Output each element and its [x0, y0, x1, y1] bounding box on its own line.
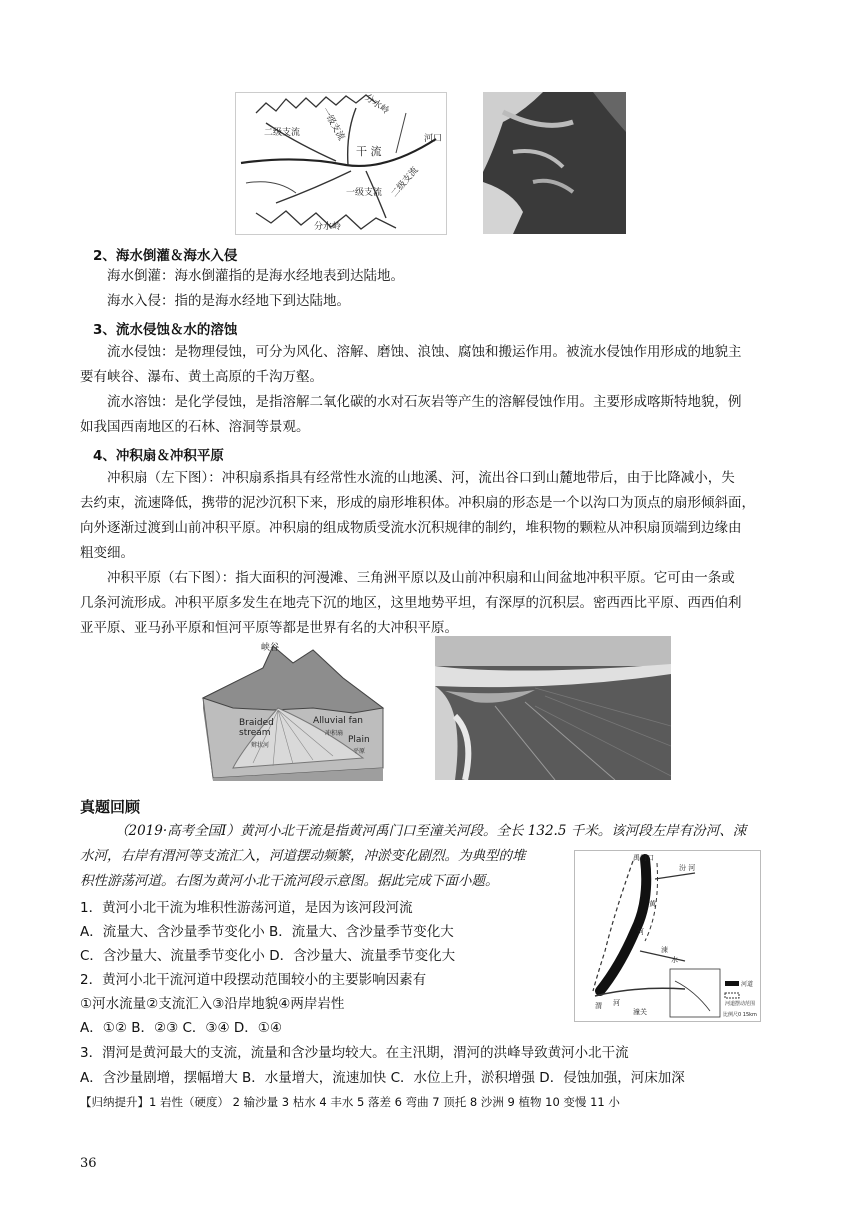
label-braided-stream: Braided stream: [239, 718, 274, 738]
paragraph-sea-intrusion: 海水入侵：指的是海水经地下到达陆地。: [107, 293, 350, 309]
map-label-yumenkou: 禹门口: [633, 854, 654, 862]
paragraph-erosion-line2: 要有峡谷、瀑布、黄土高原的千沟万壑。: [80, 369, 323, 385]
question-1-options-cd: C．含沙量大、流量季节变化小 D．含沙量大、流量季节变化大: [80, 948, 456, 964]
label-watershed-bottom: 分水岭: [314, 222, 342, 232]
paragraph-plain-line2: 几条河流形成。冲积平原多发生在地壳下沉的地区，这里地势平坦，有深厚的沉积层。密西西比平原、西西伯利: [80, 595, 742, 611]
label-plain-cn: 平原: [353, 748, 366, 755]
review-intro-line3: 积性游荡河道。右图为黄河小北干流河段示意图。据此完成下面小题。: [80, 873, 499, 889]
map-legend-river: 河道: [741, 981, 754, 988]
map-label-huang: 黄: [649, 900, 656, 908]
label-plain: Plain: [348, 735, 370, 745]
label-tributary2-top: 二级支流: [264, 128, 301, 138]
huanghe-map: [574, 850, 761, 1022]
label-alluvial-fan-cn: 冲积扇: [325, 730, 344, 737]
delta-photo-drawing: [483, 92, 626, 234]
question-2-options: A．①② B．②③ C．③④ D．①④: [80, 1020, 283, 1036]
map-label-shui: 水: [671, 956, 678, 964]
map-label-su: 涑: [661, 946, 668, 954]
map-legend-swing: 河道摆动范围: [725, 1001, 756, 1007]
question-3-options: A．含沙量剧增，摆幅增大 B．水量增大，流速加快 C．水位上升，淤积增强 D．侵蚀加强，河床加深: [80, 1070, 685, 1086]
label-mainstream: 干 流: [356, 145, 382, 158]
map-label-he2: 河: [613, 999, 620, 1007]
label-estuary: 河口: [424, 134, 443, 144]
paragraph-solution-line2: 如我国西南地区的石林、溶洞等景观。: [80, 419, 310, 435]
paragraph-erosion-line1: 流水侵蚀：是物理侵蚀，可分为风化、溶解、磨蚀、浪蚀、腐蚀和搬运作用。被流水侵蚀作用形成的地貌主: [107, 344, 742, 360]
map-label-fenhe: 汾 河: [679, 864, 696, 872]
label-braided-stream-cn: 辫状河: [251, 742, 270, 749]
alluvial-plain-photo: [435, 636, 671, 780]
alluvial-plain-photo-drawing: [435, 636, 671, 780]
paragraph-sea-backflow: 海水倒灌：海水倒灌指的是海水经地表到达陆地。: [107, 268, 404, 284]
section-heading-3: 3、流水侵蚀＆水的溶蚀: [93, 322, 238, 338]
alluvial-fan-drawing: [193, 638, 390, 781]
page-number: 36: [80, 1156, 97, 1171]
paragraph-fan-line3: 向外逐渐过渡到山前冲积平原。冲积扇的组成物质受流水沉积规律的制约，堆积物的颗粒从冲积扇顶端到边缘由: [80, 520, 742, 536]
question-2: 2．黄河小北干流河道中段摆动范围较小的主要影响因素有: [80, 972, 427, 988]
question-1: 1．黄河小北干流为堆积性游荡河道，是因为该河段河流: [80, 900, 413, 916]
section-heading-4: 4、冲积扇＆冲积平原: [93, 448, 224, 464]
paragraph-solution-line1: 流水溶蚀：是化学侵蚀，是指溶解二氧化碳的水对石灰岩等产生的溶解侵蚀作用。主要形成喀斯特地貌，例: [107, 394, 742, 410]
alluvial-fan-diagram: [193, 638, 390, 781]
paragraph-fan-line1: 冲积扇（左下图）：冲积扇系指具有经常性水流的山地溪、河，流出谷口到山麓地带后，由于比降减小，失: [107, 470, 735, 486]
label-alluvial-fan: Alluvial fan: [313, 716, 363, 726]
map-scale: 比例尺0 15km: [723, 1012, 757, 1018]
label-tributary2-bottom: 二级支流: [389, 165, 421, 200]
label-tributary1-bottom: 一级支流: [346, 188, 383, 198]
map-label-wei: 渭: [595, 1002, 602, 1010]
map-label-he: 河: [637, 928, 644, 936]
section-heading-2: 2、海水倒灌＆海水入侵: [93, 248, 238, 264]
paragraph-plain-line3: 亚平原、亚马孙平原和恒河平原等都是世界有名的大冲积平原。: [80, 620, 458, 636]
question-2-factors: ①河水流量②支流汇入③沿岸地貌④两岸岩性: [80, 996, 345, 1012]
label-watershed-top: 分水岭: [362, 92, 391, 117]
summary-line: 【归纳提升】1 岩性（硬度） 2 输沙量 3 枯水 4 丰水 5 落差 6 弯曲 7 顶托 8 沙洲 9 植物 10 变慢 11 小: [80, 1095, 620, 1109]
review-intro-line2: 水河，右岸有渭河等支流汇入，河道摆动频繁，冲淤变化剧烈。为典型的堆: [80, 848, 526, 864]
label-tributary1-top: 一级支流: [319, 106, 347, 143]
delta-photo: [483, 92, 626, 234]
review-heading: 真题回顾: [80, 798, 141, 816]
label-valley: 峡谷: [261, 643, 280, 653]
huanghe-map-drawing: [575, 851, 760, 1021]
review-intro-line1: （2019·高考全国Ⅰ）黄河小北干流是指黄河禹门口至潼关河段。全长 132.5 千米。该河段左岸有汾河、涑: [115, 823, 747, 839]
paragraph-fan-line2: 去约束，流速降低，携带的泥沙沉积下来，形成的扇形堆积体。冲积扇的形态是一个以沟口为顶点的扇形倾斜面，: [80, 495, 755, 511]
map-label-tongguan: 潼关: [633, 1008, 647, 1016]
question-1-options-ab: A．流量大、含沙量季节变化小 B．流量大、含沙量季节变化大: [80, 924, 454, 940]
river-system-map: [235, 92, 447, 235]
paragraph-plain-line1: 冲积平原（右下图）：指大面积的河漫滩、三角洲平原以及山前冲积扇和山间盆地冲积平原。它可由一条或: [107, 570, 735, 586]
paragraph-fan-line4: 粗变细。: [80, 545, 134, 561]
river-system-map-drawing: [236, 93, 446, 234]
question-3: 3．渭河是黄河最大的支流，流量和含沙量均较大。在主汛期，渭河的洪峰导致黄河小北干流: [80, 1045, 629, 1061]
